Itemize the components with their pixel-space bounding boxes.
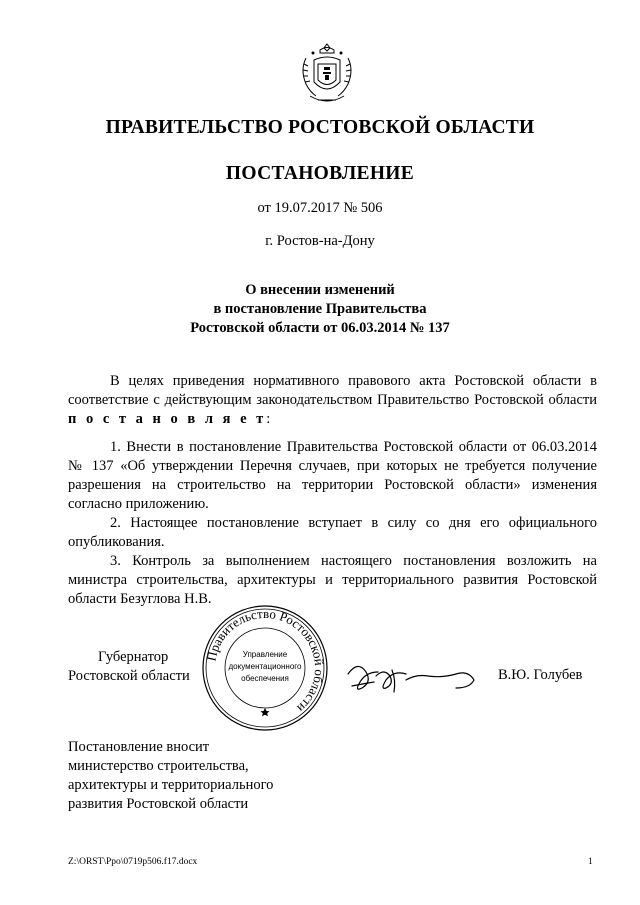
intro-colon: : — [266, 411, 271, 427]
prepared-by-line: министерство строительства, — [68, 758, 249, 774]
official-stamp — [200, 603, 330, 733]
subject-line: О внесении изменений — [245, 282, 395, 298]
subject-line: Ростовской области от 06.03.2014 № 137 — [190, 320, 450, 336]
footer-file-path: Z:\ORST\Ppo\0719p506.f17.docx — [68, 857, 198, 867]
subject-line: в постановление Правительства — [213, 301, 427, 317]
city: г. Ростов-на-Дону — [265, 233, 375, 249]
document-type: ПОСТАНОВЛЕНИЕ — [225, 163, 415, 184]
decree-word: п о с т а н о в л я е т — [68, 411, 267, 427]
intro-paragraph — [68, 372, 597, 429]
page-number: 1 — [588, 857, 593, 867]
prepared-by-line: архитектуры и территориального — [68, 777, 274, 793]
signatory-position — [68, 648, 190, 686]
decree-item: 3. Контроль за выполнением настоящего постановления возложить на министра строительства, архитектуры и территориального развития Ростовской области Безуглова Н.В. — [68, 553, 597, 607]
prepared-by-line: развития Ростовской области — [68, 796, 249, 812]
stamp-center-line: Управление — [242, 650, 288, 659]
prepared-by — [68, 738, 273, 814]
stamp-center-line: документационного — [228, 662, 302, 671]
intro-text: В целях приведения нормативного правового акта Ростовской области в соответствие с действующим законодательством Правительство Ростовской области — [68, 373, 597, 408]
signatory-name: В.Ю. Голубев — [498, 667, 583, 683]
government-title: ПРАВИТЕЛЬСТВО РОСТОВСКОЙ ОБЛАСТИ — [105, 117, 535, 138]
decree-item: 1. Внести в постановление Правительства Ростовской области от 06.03.2014 № 137 «Об утверждении Перечня случаев, при которых не требуется получение разрешения на строительство на территории Ростовской области» изменения согласно приложению. — [68, 439, 597, 512]
svg-text:Правительство Ростовской облас — [203, 606, 327, 716]
decree-items — [68, 438, 597, 609]
stamp-ring-text: Правительство Ростовской области — [203, 605, 328, 716]
decree-item: 2. Настоящее постановление вступает в силу со дня его официального опубликования. — [68, 515, 597, 550]
coat-of-arms-icon — [296, 40, 358, 108]
document-subject — [0, 281, 640, 338]
position-line: Ростовской области — [68, 668, 190, 684]
date-number: от 19.07.2017 № 506 — [257, 200, 383, 216]
position-line: Губернатор — [98, 649, 169, 665]
stamp-center-line: обеспечения — [241, 674, 289, 683]
prepared-by-line: Постановление вносит — [68, 739, 210, 755]
handwritten-signature — [340, 652, 480, 702]
